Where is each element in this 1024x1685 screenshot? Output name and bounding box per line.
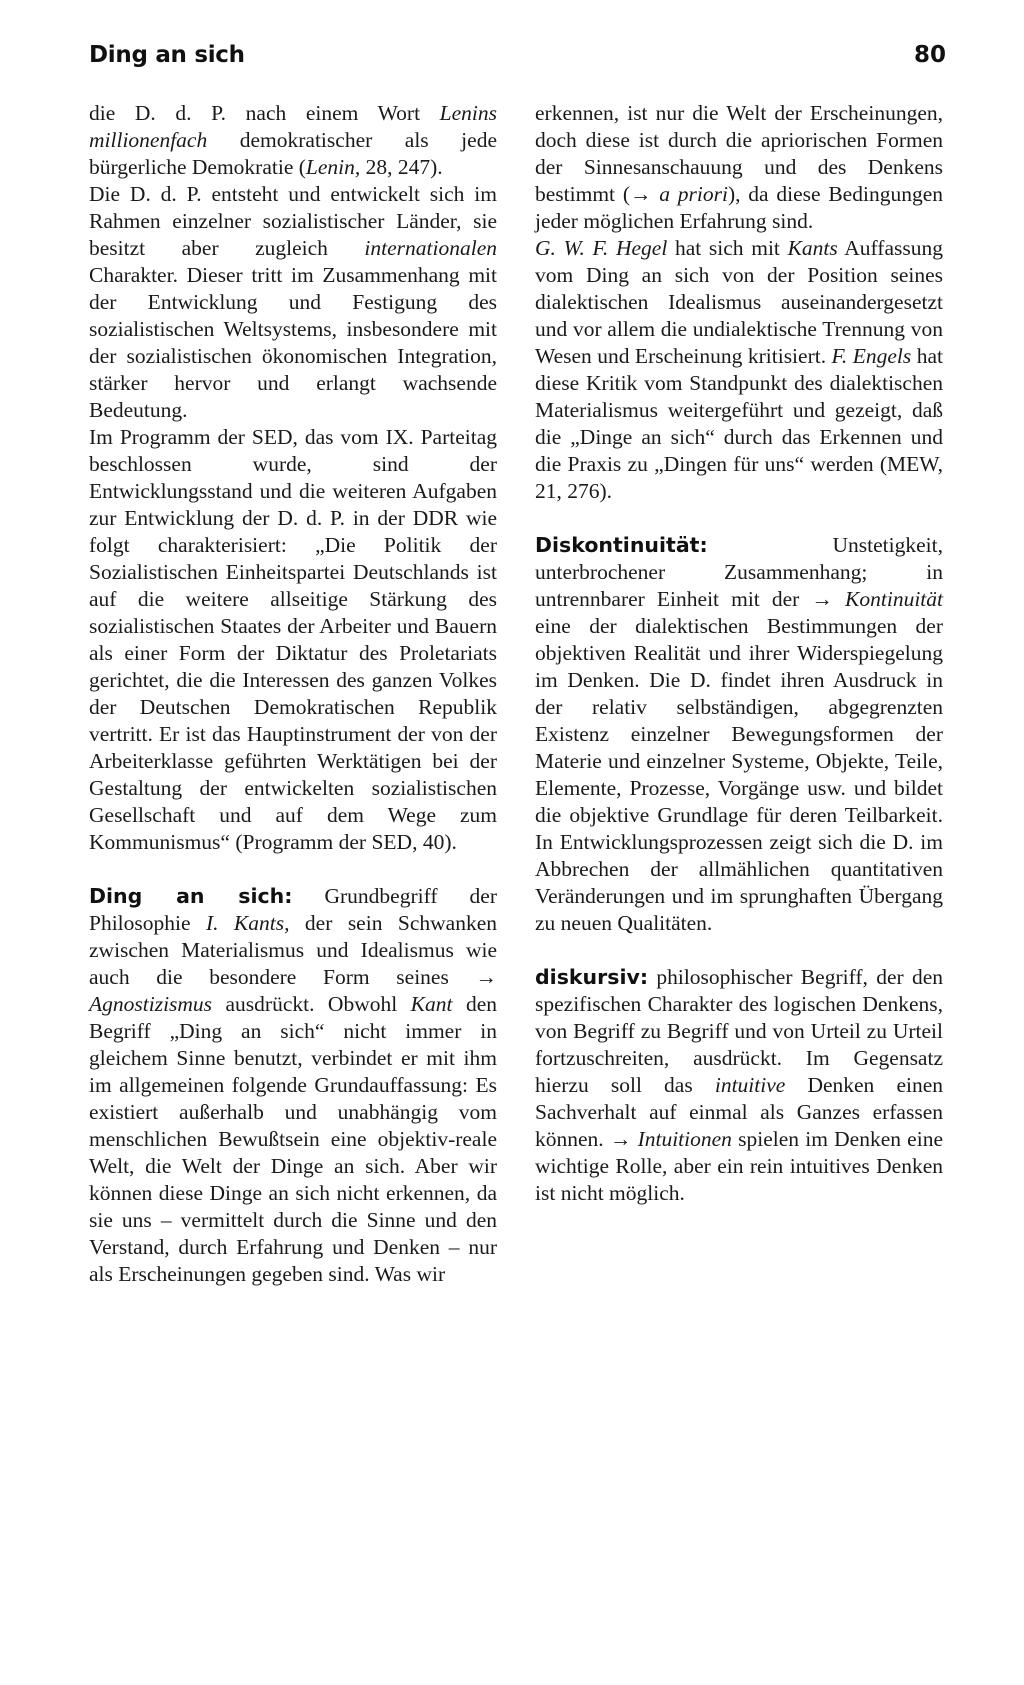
entry-term: diskursiv: [535, 965, 649, 989]
text-run: demokratischer als jede bürgerliche Demokratie ( [89, 128, 497, 179]
page-number: 80 [914, 42, 947, 68]
text-run: Denken einen Sachverhalt auf einmal als Ganzes erfassen können. → [535, 1073, 944, 1151]
italic-text-kants: I. Kants, [205, 911, 290, 935]
italic-text-intuitive: intuitive [714, 1073, 786, 1097]
entry-ding-an-sich [89, 883, 497, 1288]
italic-text-lenin: Lenin, [305, 155, 361, 179]
text-run: Auffassung vom Ding an sich von der Position seines dialektischen Idealismus auseinandergesetzt und vor allem die undialektische Trennung von Wesen und Erscheinung kritisiert. [535, 236, 943, 368]
italic-text-engels: F. Engels [831, 344, 912, 368]
italic-text-lenins: Lenins millionenfach [89, 101, 497, 152]
italic-text-internationalen: internationalen [364, 236, 497, 260]
paragraph-dictatorship-continued [89, 100, 497, 181]
entry-diskontinuitaet [535, 532, 943, 937]
entry-term: Ding an sich: [89, 884, 293, 908]
text-run: ausdrückt. Obwohl [212, 992, 411, 1016]
text-run: hat sich mit [667, 236, 788, 260]
text-run: hat diese Kritik vom Standpunkt des dialektischen Materialismus weitergeführt und gezeigt, daß die „Dinge an sich“ durch das Erkennen und die Praxis zu „Dingen für uns“ werden (MEW, 21, 276). [535, 344, 943, 503]
running-head-title: Ding an sich [89, 42, 245, 68]
paragraph-hegel-engels [535, 235, 943, 505]
italic-text-kants: Kants [787, 236, 838, 260]
paragraph-ding-an-sich-continued [535, 100, 943, 235]
paragraph-sed-program: Im Programm der SED, das vom IX. Parteitag beschlossen wurde, sind der Entwicklungsstand und die weiteren Aufgaben zur Entwicklung der D. d. P. in der DDR wie folgt charakterisiert: „Die Politik der Sozialistischen Einheitspartei Deutschlands ist auf die weitere allseitige Stärkung des sozialistischen Staates der Arbeiter und Bauern als einer Form der Diktatur des Proletariats gerichtet, die die Interessen des ganzen Volkes der Deutschen Demokratischen Republik vertritt. Er ist das Hauptinstrument der von der Arbeiterklasse geführten Werktätigen bei der Gestaltung der entwickelten sozialistischen Gesellschaft und auf dem Wege zum Kommunismus“ (Programm der SED, 40). [89, 425, 497, 854]
text-run: erkennen, ist nur die Welt der Erscheinungen, doch diese ist durch die apriorischen Formen der Sinnesanschauung und des Denkens bestimmt (→ [535, 101, 943, 206]
text-run: Grundbegriff der Philosophie [89, 884, 497, 935]
italic-text-hegel: G. W. F. Hegel [535, 236, 668, 260]
text-run: Die D. d. P. entsteht und entwickelt sich im Rahmen einzelner sozialistischer Länder, sie besitzt aber zugleich [89, 182, 497, 260]
italic-text-kant: Kant [410, 992, 453, 1016]
text-run: die D. d. P. nach einem Wort [89, 101, 440, 125]
cross-reference-agnostizismus: Agnostizismus [89, 992, 213, 1016]
left-column [89, 100, 497, 1288]
entry-diskursiv [535, 964, 943, 1207]
text-run: den Begriff „Ding an sich“ nicht immer in gleichem Sinne benutzt, verbindet er mit ihm im allgemeinen folgende Grundauffassung: Es existiert außerhalb und unabhängig vom menschlichen Bewußtsein eine objektiv-reale Welt, die Welt der Dinge an sich. Aber wir können diese Dinge an sich nicht erkennen, da sie uns – vermittelt durch die Sinne und den Verstand, durch Erfahrung und Denken – nur als Erscheinungen gegeben sind. Was wir [89, 992, 497, 1286]
cross-reference-a-priori: a priori [659, 182, 728, 206]
cross-reference-kontinuitaet: Kontinuität [845, 587, 943, 611]
text-run: der sein Schwanken zwischen Materialismus und Idealismus wie auch die besondere Form seines → [89, 911, 497, 989]
text-run: 28, 247). [360, 155, 443, 179]
text-run: ), da diese Bedingungen jeder möglichen Erfahrung sind. [535, 182, 943, 233]
cross-reference-intuitionen: Intuitionen [637, 1127, 732, 1151]
text-run: philosophischer Begriff, der den spezifischen Charakter des logischen Denkens, von Begriff zu Begriff und von Urteil zu Urteil fortzuschreiten, ausdrückt. Im Gegensatz hierzu soll das [535, 965, 943, 1097]
text-run: spielen im Denken eine wichtige Rolle, aber ein rein intuitives Denken ist nicht möglich. [535, 1127, 943, 1205]
text-run: Charakter. Dieser tritt im Zusammenhang mit der Entwicklung und Festigung des sozialistischen Weltsystems, insbesondere mit der sozialistischen ökonomischen Integration, stärker hervor und erlangt wachsende Bedeutung. [89, 263, 497, 422]
right-column [535, 100, 943, 1207]
entry-term: Diskontinuität: [535, 533, 708, 557]
paragraph-international-character [89, 181, 497, 424]
text-run: eine der dialektischen Bestimmungen der objektiven Realität und ihrer Widerspiegelung im Denken. Die D. findet ihren Ausdruck in der relativ selbständigen, abgegrenzten Existenz einzelner Bewegungsformen der Materie und einzelner Systeme, Objekte, Teile, Elemente, Prozesse, Vorgänge usw. und bildet die objektive Grundlage für deren Teilbarkeit. In Entwicklungsprozessen zeigt sich die D. im Abbrechen der allmählichen quantitativen Veränderungen und im sprunghaften Übergang zu neuen Qualitäten. [535, 614, 943, 935]
text-run: Unstetigkeit, unterbrochener Zusammenhang; in untrennbarer Einheit mit der → [535, 533, 943, 611]
